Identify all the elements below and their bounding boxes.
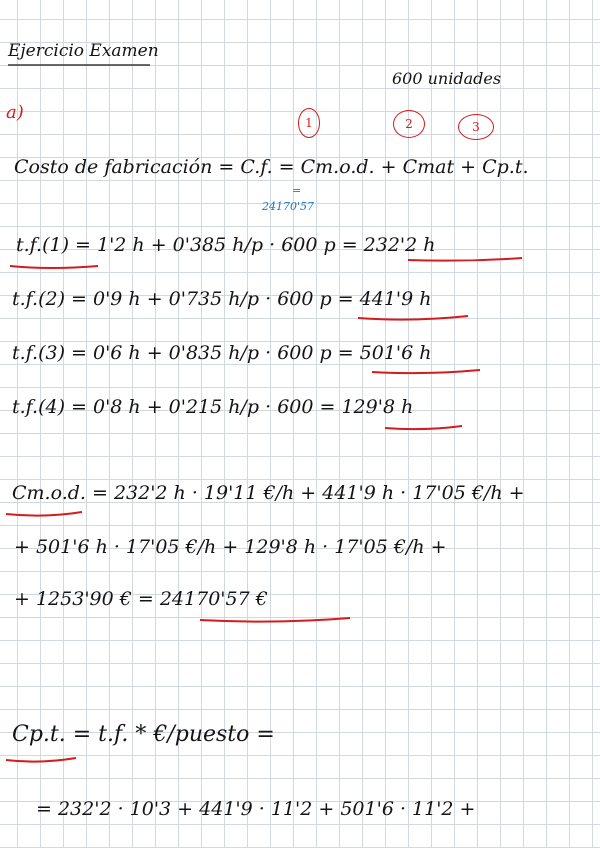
equation-line-tf1: t.f.(1) = 1'2 h + 0'385 h/p · 600 p = 232'2 h: [16, 234, 436, 256]
units-note: 600 unidades: [392, 69, 502, 88]
marker-label-1: 1: [305, 116, 313, 130]
part-label: a): [6, 102, 24, 123]
annotation-equals: =: [292, 184, 302, 197]
equation-line-tf2: t.f.(2) = 0'9 h + 0'735 h/p · 600 p = 441'9 h: [12, 288, 432, 310]
equation-line-tf4: t.f.(4) = 0'8 h + 0'215 h/p · 600 = 129'8 h: [12, 396, 414, 418]
main-equation: Costo de fabricación = C.f. = Cm.o.d. + Cmat + Cp.t.: [14, 156, 529, 178]
underline-result-tf1: [408, 258, 522, 261]
marker-label-3: 3: [472, 120, 480, 134]
underline-result-tf4: [385, 426, 462, 429]
underline-result-tf2: [358, 316, 468, 320]
equation-line-cpt-expansion: = 232'2 · 10'3 + 441'9 · 11'2 + 501'6 · 11'2 +: [36, 798, 476, 820]
underline-tf1-label: [10, 266, 98, 268]
equation-line-cpt: Cp.t. = t.f. * €/puesto =: [12, 722, 275, 747]
equation-line-cmod: Cm.o.d. = 232'2 h · 19'11 €/h + 441'9 h · 17'05 €/h +: [12, 482, 525, 504]
marker-label-2: 2: [405, 117, 413, 131]
underline-cpt-label: [6, 758, 76, 762]
equation-line-cmod-cont: + 501'6 h · 17'05 €/h + 129'8 h · 17'05 €/h +: [14, 536, 447, 558]
equation-line-cmod-total: + 1253'90 € = 24170'57 €: [14, 588, 268, 610]
underline-cmod-label: [6, 512, 82, 516]
underline-cmod-total: [200, 618, 350, 622]
equation-line-tf3: t.f.(3) = 0'6 h + 0'835 h/p · 600 p = 501'6 h: [12, 342, 432, 364]
underline-result-tf3: [372, 370, 480, 373]
page-title: Ejercicio Examen: [8, 41, 159, 61]
annotation-value: 24170'57: [262, 200, 315, 213]
